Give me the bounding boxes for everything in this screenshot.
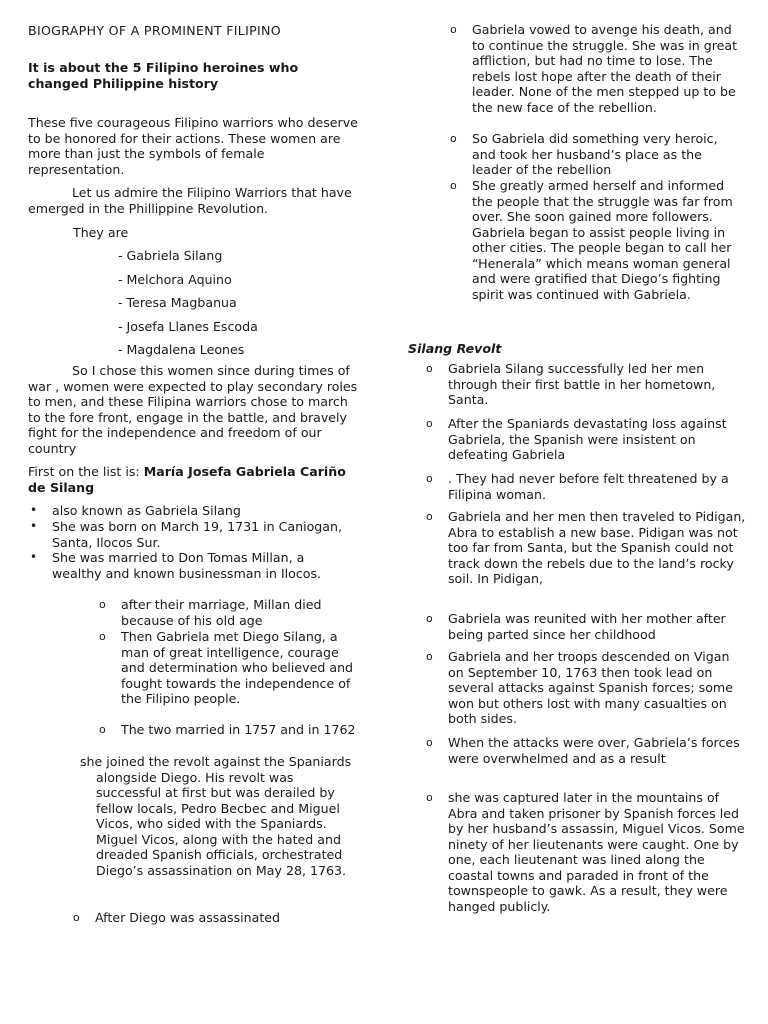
circle-bullet-icon: o: [426, 612, 433, 625]
heroine-item: - Gabriela Silang: [118, 248, 223, 263]
circle-bullet-icon: o: [450, 132, 457, 145]
revolt-item-text: . They had never before felt threatened by a Filipina woman.: [448, 471, 729, 502]
heroine-list: [118, 248, 258, 366]
circle-bullet-icon: o: [99, 723, 106, 736]
bullet-item: • also known as Gabriela Silang: [52, 503, 357, 519]
revolt-item-text: Gabriela and her troops descended on Vigan on September 10, 1763 then took lead on several attacks against Spanish forces; some won but others lost with many casualties on both sides.: [448, 649, 733, 726]
revolt-item: [426, 790, 746, 914]
right-sub-bullet: [450, 22, 744, 115]
chose-paragraph: So I chose this women since during times of war , women were expected to play secondary roles to men, and these Filipina warriors chose to march to the fore front, engage in the battle, and bravely fight for the independence and freedom of our country: [28, 363, 358, 456]
heroine-item: - Teresa Magbanua: [118, 295, 237, 310]
revolt-item: [426, 361, 746, 408]
section-heading: Silang Revolt: [408, 341, 502, 356]
intro-paragraph: These five courageous Filipino warriors who deserve to be honored for their actions. These women are more than just the symbols of female representation.: [28, 115, 358, 177]
first-prefix: First on the list is:: [28, 464, 144, 479]
revolt-item: [426, 416, 746, 463]
circle-bullet-icon: o: [99, 630, 106, 643]
sub-bullet: [73, 910, 355, 926]
circle-bullet-icon: o: [450, 179, 457, 192]
bullet-item: • She was married to Don Tomas Millan, a wealthy and known businessman in Ilocos.: [52, 550, 357, 581]
revolt-item-text: she was captured later in the mountains of Abra and taken prisoner by Spanish forces led by her husband’s assassin, Miguel Vicos. Some ninety of her lieutenants were caught. One by one, each lieutenant was lined along the coastal towns and paraded in front of the townspeople to gawk. As a result, they were hanged publicly.: [448, 790, 745, 914]
circle-bullet-icon: o: [426, 472, 433, 485]
sub-bullet-text: After Diego was assassinated: [95, 910, 281, 925]
they-are-label: They are: [73, 225, 129, 240]
heroine-item: - Melchora Aquino: [118, 271, 232, 287]
revolt-item: [426, 649, 746, 727]
document-subtitle: It is about the 5 Filipino heroines who changed Philippine history: [28, 60, 299, 91]
sub-bullet-text: The two married in 1757 and in 1762: [121, 722, 356, 737]
admire-paragraph: Let us admire the Filipino Warriors that have emerged in the Phillippine Revolution.: [28, 185, 352, 216]
revolt-item-text: Gabriela and her men then traveled to Pidigan, Abra to establish a new base. Pidigan was not too far from Santa, but the Spanish could not track down the rebels due to the land’s rocky soil. In Pidigan,: [448, 509, 746, 586]
circle-bullet-icon: o: [73, 911, 80, 924]
revolt-item-text: Gabriela was reunited with her mother after being parted since her childhood: [448, 611, 726, 642]
right-sub-text: Gabriela vowed to avenge his death, and to continue the struggle. She was in great affliction, but had no time to lose. The rebels lost hope after the death of their leader. None of the men stepped up to be the new face of the rebellion.: [472, 22, 738, 115]
heroine-full-name: María Josefa Gabriela Cariño de Silang: [28, 464, 346, 495]
revolt-item-text: When the attacks were over, Gabriela’s forces were overwhelmed and as a result: [448, 735, 740, 766]
sub-bullet-text: after their marriage, Millan died because of his old age: [121, 597, 322, 628]
revolt-item: [426, 611, 746, 642]
revolt-text: she joined the revolt against the Spaniards alongside Diego. His revolt was successful at first but was derailed by fellow locals, Pedro Becbec and Miguel Vicos, who sided with the Spaniards. Miguel Vicos, along with the hated and dreaded Spanish officials, orchestrated Diego’s assassination on May 28, 1763.: [80, 754, 352, 878]
right-sub-text: So Gabriela did something very heroic, and took her husband’s place as the leader of the rebellion: [472, 131, 718, 177]
right-sub-bullet: [450, 131, 744, 178]
sub-bullet: [99, 629, 361, 707]
document-title: BIOGRAPHY OF A PROMINENT FILIPINO: [28, 23, 281, 38]
revolt-item: [426, 471, 746, 502]
circle-bullet-icon: o: [426, 510, 433, 523]
revolt-item-text: Gabriela Silang successfully led her men through their first battle in her hometown, Santa.: [448, 361, 716, 407]
revolt-item: [426, 735, 746, 766]
sub-bullet-text: Then Gabriela met Diego Silang, a man of great intelligence, courage and determination who believed and fought towards the independence of the Filipino people.: [121, 629, 354, 706]
circle-bullet-icon: o: [426, 650, 433, 663]
revolt-item: [426, 509, 746, 587]
circle-bullet-icon: o: [426, 791, 433, 804]
sub-bullet: [99, 722, 361, 738]
heroine-item: - Magdalena Leones: [118, 342, 245, 357]
sub-bullet: [99, 597, 361, 628]
right-sub-bullet: [450, 178, 744, 302]
revolt-item-text: After the Spaniards devastating loss against Gabriela, the Spanish were insistent on defeating Gabriela: [448, 416, 727, 462]
circle-bullet-icon: o: [426, 417, 433, 430]
revolt-paragraph: [80, 754, 362, 878]
circle-bullet-icon: o: [99, 598, 106, 611]
bullet-item: • She was born on March 19, 1731 in Caniogan, Santa, Ilocos Sur.: [52, 519, 357, 550]
circle-bullet-icon: o: [426, 362, 433, 375]
right-sub-text: She greatly armed herself and informed the people that the struggle was far from over. She soon gained more followers. Gabriela began to assist people living in other cities. The people began to call her “Henerala” which means woman general and were gratified that Diego’s fighting spirit was continued with Gabriela.: [472, 178, 733, 302]
circle-bullet-icon: o: [426, 736, 433, 749]
first-on-list: [28, 464, 348, 495]
heroine-item: - Josefa Llanes Escoda: [118, 318, 258, 334]
circle-bullet-icon: o: [450, 23, 457, 36]
